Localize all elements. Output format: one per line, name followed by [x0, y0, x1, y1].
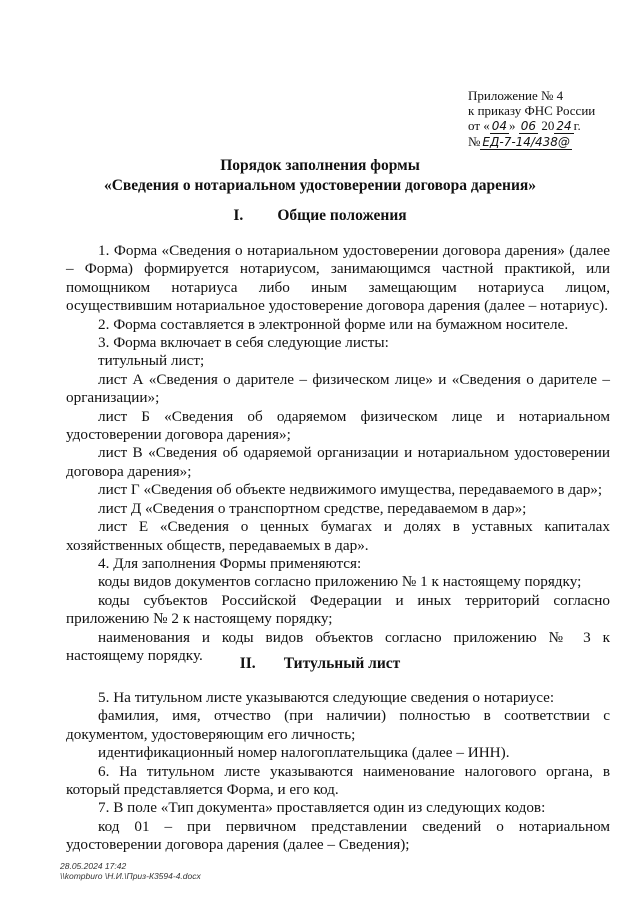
paragraph: 4. Для заполнения Формы применяются:: [98, 554, 362, 572]
paragraph: лист Е «Сведения о ценных бумагах и долях в уставных капиталах хозяйственных обществ, передаваемых в дар».: [66, 518, 610, 554]
section-number: II.: [239, 655, 256, 672]
paragraph: идентификационный номер налогоплательщика (далее – ИНН).: [98, 744, 510, 762]
paragraph: код 01 – при первичном представлении сведений о нотариальном удостоверении договора дарения (далее – Сведения);: [66, 817, 610, 854]
order-number-handwritten: ЕД-7-14/438@: [482, 135, 570, 149]
paragraph: 5. На титульном листе указываются следующие сведения о нотариусе:: [98, 689, 555, 706]
document-title: [0, 156, 640, 196]
paragraph: лист А «Сведения о дарителе – физическом лице» и «Сведения о дарителе – организации»;: [66, 370, 610, 407]
appendix-line: Приложение № 4: [468, 88, 564, 103]
footer-timestamp: 28.05.2024 17:42: [60, 861, 127, 871]
date-suffix: г.: [573, 118, 581, 133]
title-line: Порядок заполнения формы: [220, 157, 420, 174]
paragraph: 2. Форма составляется в электронной форме или на бумажном носителе.: [98, 315, 569, 333]
date-year-prefix: 20: [541, 118, 555, 133]
date-year-handwritten: 24: [556, 119, 572, 133]
date-month-handwritten: 06: [520, 119, 537, 133]
section-1-body: [66, 242, 610, 665]
paragraph: лист В «Сведения об одаряемой организации и нотариальном удостоверении договора дарения»;: [66, 444, 610, 480]
file-footer: [60, 861, 201, 881]
section-heading-2: [0, 655, 640, 673]
date-prefix: от «: [468, 118, 490, 133]
appendix-number-line: [468, 134, 595, 150]
number-prefix: №: [468, 134, 481, 149]
appendix-date-line: [468, 118, 595, 134]
section-number: I.: [233, 207, 244, 224]
paragraph: фамилия, имя, отчество (при наличии) полностью в соответствии с документом, удостоверяющим его личность;: [66, 707, 610, 743]
paragraph: наименования и коды видов объектов согласно приложению № 3 к настоящему порядку.: [66, 628, 610, 664]
paragraph: 3. Форма включает в себя следующие листы:: [98, 334, 389, 352]
section-title: Общие положения: [277, 207, 407, 224]
paragraph: лист Г «Сведения об объекте недвижимого имущества, передаваемого в дар»;: [98, 481, 603, 499]
section-2-body: [66, 689, 610, 855]
footer-file-path: \\kompburo \Н.И.\Приз-К3594-4.docx: [60, 871, 201, 881]
paragraph: коды субъектов Российской Федерации и иных территорий согласно приложению № 2 к настоящему порядку;: [66, 591, 610, 628]
appendix-order-line: к приказу ФНС России: [468, 103, 596, 118]
paragraph: лист Д «Сведения о транспортном средстве, передаваемом в дар»;: [98, 499, 527, 517]
paragraph: 7. В поле «Тип документа» проставляется один из следующих кодов:: [98, 799, 546, 817]
title-line: «Сведения о нотариальном удостоверении договора дарения»: [103, 177, 537, 194]
paragraph: коды видов документов согласно приложению № 1 к настоящему порядку;: [98, 573, 582, 591]
paragraph: 6. На титульном листе указываются наименование налогового органа, в который представляется Форма, и его код.: [66, 762, 610, 799]
appendix-header: [468, 88, 595, 150]
paragraph: лист Б «Сведения об одаряемом физическом лице и нотариальном удостоверении договора дарения»;: [66, 407, 610, 444]
paragraph: титульный лист;: [98, 352, 205, 370]
date-day-handwritten: 04: [491, 119, 508, 133]
section-heading-1: [0, 207, 640, 225]
section-title: Титульный лист: [283, 655, 401, 672]
paragraph: 1. Форма «Сведения о нотариальном удостоверении договора дарения» (далее – Форма) формируется нотариусом, занимающимся частной практикой, или помощником нотариуса либо иным замещающим нотариуса лицом, осуществившим нотариальное удостоверение договора дарения (далее – нотариус).: [66, 242, 610, 315]
date-mid: »: [509, 118, 516, 133]
